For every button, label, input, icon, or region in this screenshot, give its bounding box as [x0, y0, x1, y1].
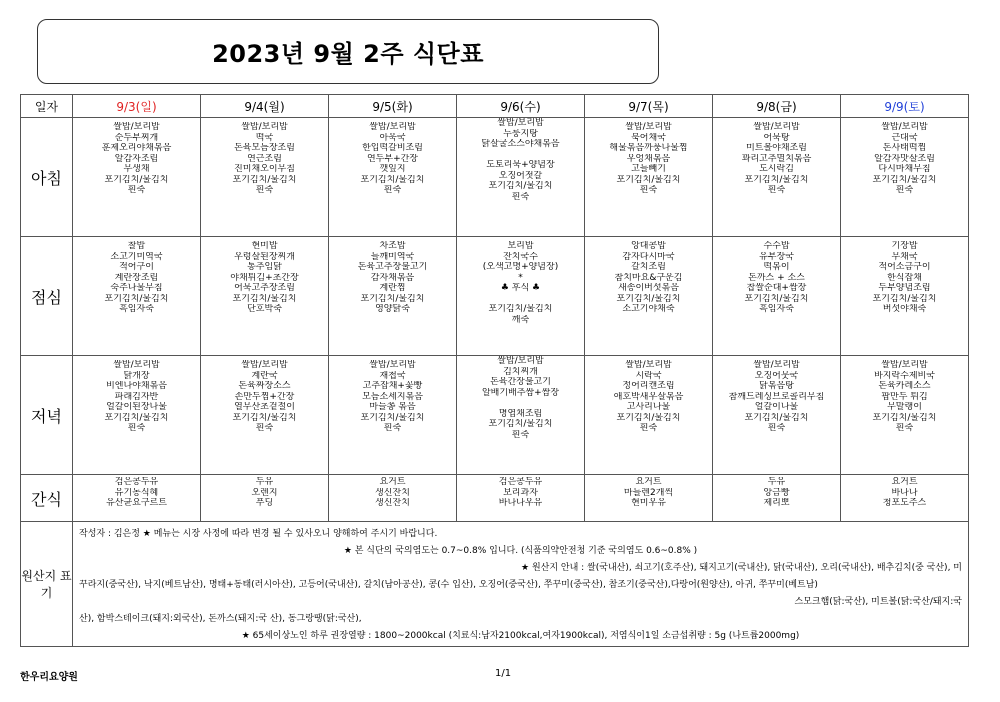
menu-cell: [841, 356, 969, 475]
menu-item: 감자채볶음: [370, 272, 415, 283]
menu-item: 쌀밥/보리밥: [241, 122, 288, 132]
menu-item: 검은콩두유: [498, 477, 543, 487]
menu-item: 포기김치/물김치: [744, 174, 809, 185]
origin-notes: [73, 522, 969, 647]
menu-item: 기장밥: [891, 241, 918, 251]
menu-item: 얼갈이나물: [754, 402, 799, 412]
menu-cell: [585, 356, 713, 475]
menu-table: [20, 94, 969, 647]
menu-item: 포기김치/물김치: [872, 293, 937, 304]
menu-item: 돈육짜장소스: [238, 381, 291, 391]
origin-lines: [79, 526, 962, 645]
menu-cell: [841, 237, 969, 356]
menu-cell: [201, 475, 329, 522]
menu-item: 근대국: [891, 132, 918, 143]
menu-item: 통추임닭: [247, 262, 282, 272]
menu-cell: [713, 118, 841, 237]
menu-cell: [329, 475, 457, 522]
menu-item: 오징어젓갈: [498, 170, 543, 181]
origin-line: ★ 65세이상노인 하루 권장열량 : 1800~2000kcal (치료식:남자2100kcal,여자1900kcal), 저염식이1일 소금섭취량 : 5g (나트륨2000mg): [241, 631, 800, 641]
menu-item: 김치찌개: [503, 366, 538, 377]
menu-item: 쌀밥/보리밥: [753, 360, 800, 370]
menu-item: 참깨드레싱브로콜리무침: [728, 391, 825, 402]
menu-item: 오렌지: [251, 487, 278, 498]
menu-item: 두유: [767, 477, 786, 487]
menu-item: 계란장조림: [114, 272, 159, 283]
menu-item: 재첩국: [379, 370, 406, 381]
menu-cell: [73, 118, 201, 237]
menu-item: 진미채오이무침: [234, 164, 295, 174]
menu-item: 제리뽀: [763, 498, 790, 508]
menu-item: 고사리나물: [626, 402, 671, 412]
menu-item: 포기김치/물김치: [872, 412, 937, 423]
menu-item: 고들빼기: [631, 164, 666, 174]
menu-item: 쌀밥/보리밥: [369, 360, 416, 370]
menu-item: 새송이버섯볶음: [618, 283, 679, 293]
menu-item: 흰죽: [383, 185, 402, 195]
menu-item: 요거트: [891, 477, 918, 487]
menu-item: 포기김치/물김치: [744, 293, 809, 304]
origin-line: 작성자 : 김은정 ★ 메뉴는 시장 사정에 따라 변경 될 수 있사오니 양해하여 주시기 바랍니다.: [79, 529, 438, 539]
menu-item: 돈육간장불고기: [490, 377, 551, 387]
menu-item: 바나나: [891, 487, 918, 498]
menu-cell: [585, 118, 713, 237]
menu-item: 흰죽: [639, 423, 658, 433]
menu-item: 현미우유: [631, 498, 666, 508]
menu-item: 한식잡채: [887, 272, 922, 283]
origin-line: ★ 원산지 안내 : 쌀(국내산), 쇠고기(호주산), 돼지고기(국내산), 닭(국내산), 오리(국내산), 배추김치(중 국산), 미: [521, 563, 962, 573]
menu-item: 계란찜: [379, 283, 406, 293]
menu-item: 무생채: [123, 164, 150, 174]
menu-cell: [713, 237, 841, 356]
menu-cell: [329, 356, 457, 475]
menu-item: 무채국: [891, 251, 918, 262]
menu-item: 포기김치/물김치: [744, 412, 809, 423]
menu-item: 요거트: [635, 477, 662, 487]
menu-item: 포기김치/물김치: [616, 293, 681, 304]
menu-item: 숙주나물무침: [110, 283, 163, 293]
menu-item: 떡국: [255, 132, 274, 143]
menu-item: 어묵탕: [763, 132, 790, 143]
menu-item: 단호박죽: [247, 304, 282, 314]
menu-item: 흰죽: [639, 185, 658, 195]
menu-item: 흰죽: [895, 185, 914, 195]
menu-item: 포기김치/물김치: [360, 412, 425, 423]
menu-item: [457, 294, 584, 305]
menu-item: 두부양념조림: [878, 283, 931, 293]
menu-item: *: [518, 272, 523, 283]
menu-item: 시락국: [635, 370, 662, 381]
meal-row: [21, 356, 969, 475]
menu-cell: [201, 237, 329, 356]
menu-item: 돈육카레소스: [878, 381, 931, 391]
menu-item: 잔치국수: [503, 251, 538, 262]
menu-item: 한입떡갈비조림: [362, 143, 423, 153]
origin-line: ★ 본 식단의 국의염도는 0.7~0.8% 입니다. (식품의약안전청 기준 국의염도 0.6~0.8% ): [343, 546, 698, 556]
menu-item: 연두부+간장: [366, 153, 418, 164]
menu-item: 아욱국: [379, 132, 406, 143]
menu-item: 열무산초겉절이: [234, 402, 295, 412]
menu-item: 깨죽: [511, 314, 530, 325]
menu-item: 돈사태떡찜: [882, 143, 927, 153]
menu-item: 흰죽: [127, 185, 146, 195]
menu-cell: [585, 237, 713, 356]
menu-item: 소고기야채죽: [622, 304, 675, 314]
footer-org: 한우리요양원: [20, 672, 78, 683]
day-header: 9/6(수): [457, 95, 585, 118]
menu-item: 흰죽: [767, 423, 786, 433]
menu-item: 포기김치/물김치: [488, 419, 553, 429]
menu-item: [457, 398, 584, 409]
menu-item: 비엔나야채볶음: [106, 381, 167, 391]
menu-item: 어묵고추장조림: [234, 283, 295, 293]
meal-label: 간식: [21, 475, 73, 522]
menu-item: 손만두찜+간장: [234, 391, 295, 402]
menu-item: 흰죽: [767, 185, 786, 195]
title-box: [37, 19, 659, 84]
menu-item: 생신잔치: [375, 498, 410, 508]
menu-cell: [841, 475, 969, 522]
menu-item: 감자다시마국: [622, 251, 675, 262]
menu-item: [457, 150, 584, 161]
menu-cell: [457, 475, 585, 522]
menu-item: 생신잔치: [375, 487, 410, 498]
menu-item: (오색고명+양념장): [482, 262, 559, 272]
menu-item: 흰죽: [255, 423, 274, 433]
menu-item: 계란국: [251, 370, 278, 381]
menu-item: 쌀밥/보리밥: [625, 360, 672, 370]
menu-item: 돈육고추장불고기: [357, 262, 428, 272]
meal-label: 저녁: [21, 356, 73, 475]
menu-item: 적어구이: [119, 262, 154, 272]
menu-item: 바나나우유: [498, 498, 543, 508]
menu-item: 쌀밥/보리밥: [497, 118, 544, 128]
day-header: 9/4(월): [201, 95, 329, 118]
menu-item: 포기김치/물김치: [616, 412, 681, 423]
menu-item: 닭개장: [123, 370, 150, 381]
origin-line: 꾸라지(중국산), 낙지(베트남산), 명태+동태(러시아산), 고등어(국내산), 갈치(남아공산), 콩(수 입산), 오징어(중국산), 쭈꾸미(중국산), 참조기(중국산),다랑어(원양산), 아귀, 쭈꾸미(베트남): [79, 580, 818, 590]
menu-item: 쌀밥/보리밥: [113, 122, 160, 132]
menu-item: 보리과자: [503, 487, 538, 498]
menu-item: 무말랭이: [887, 402, 922, 412]
menu-item: 쌀밥/보리밥: [753, 122, 800, 132]
menu-cell: [201, 356, 329, 475]
menu-item: 포기김치/물김치: [488, 181, 553, 191]
menu-item: 도토리묵+양념장: [486, 160, 555, 170]
menu-item: 흰죽: [511, 429, 530, 440]
menu-item: 정어리캔조림: [622, 381, 675, 391]
menu-item: 떡볶이: [763, 262, 790, 272]
meal-rows: [21, 118, 969, 522]
menu-item: 알배기배추쌈+쌈장: [481, 387, 560, 398]
menu-item: 유부장국: [759, 251, 794, 262]
menu-item: 우렁살된장찌개: [234, 251, 295, 262]
page-number: 1/1: [495, 668, 512, 679]
menu-item: 돈까스 + 소스: [748, 272, 805, 283]
menu-item: 미트볼야채조림: [746, 143, 807, 153]
menu-cell: [713, 475, 841, 522]
menu-item: 꽈리고추멸치볶음: [741, 153, 812, 164]
menu-item: 들깨미역국: [370, 251, 415, 262]
menu-item: 앙대콩밥: [631, 241, 666, 251]
menu-item: 포기김치/물김치: [104, 412, 169, 423]
menu-item: 도시락김: [759, 164, 794, 174]
menu-item: 유기농식혜: [114, 487, 159, 498]
menu-item: 찹쌀순대+쌈장: [746, 283, 807, 293]
origin-line: 스모크햄(닭:국산), 미트볼(닭:국산/돼지:국: [794, 597, 962, 607]
menu-item: 북어채국: [631, 132, 666, 143]
menu-item: 앙금빵: [763, 487, 790, 498]
menu-item: 훈제오리야채볶음: [101, 143, 172, 153]
menu-item: 알감자조림: [114, 153, 159, 164]
menu-item: 수수밥: [763, 241, 790, 251]
menu-item: 애호박새우살볶음: [613, 391, 684, 402]
menu-item: 해물볶음까풍나물찜: [609, 143, 688, 153]
meal-row: [21, 237, 969, 356]
origin-row: [21, 522, 969, 647]
menu-item: 닭볶음탕: [759, 381, 794, 391]
menu-item: 쌀밥/보리밥: [241, 360, 288, 370]
menu-item: 소고기미역국: [110, 251, 163, 262]
menu-cell: [73, 237, 201, 356]
menu-item: 영양닭죽: [375, 304, 410, 314]
menu-item: 모듬소세지볶음: [362, 391, 423, 402]
menu-item: 두유: [255, 477, 274, 487]
day-header: 9/5(화): [329, 95, 457, 118]
menu-item: 요거트: [379, 477, 406, 487]
menu-cell: [457, 237, 585, 356]
menu-item: 닭살굴소스야채볶음: [481, 139, 560, 149]
menu-item: 포기김치/물김치: [488, 304, 553, 314]
day-header: 9/8(금): [713, 95, 841, 118]
menu-item: 현미밥: [251, 241, 278, 251]
menu-cell: [329, 118, 457, 237]
menu-item: 바지락수제비국: [874, 370, 935, 381]
menu-item: 청포도주스: [882, 498, 927, 508]
header-row: [21, 95, 969, 118]
menu-item: 버섯야채죽: [882, 304, 927, 314]
menu-item: 오징어뭇국: [754, 370, 799, 381]
origin-label: 원산지 표기: [21, 522, 73, 647]
menu-cell: [73, 356, 201, 475]
menu-item: 팝만두 튀김: [881, 391, 928, 402]
menu-item: 유산균요구르트: [106, 498, 167, 508]
menu-item: 포기김치/물김치: [360, 174, 425, 185]
menu-item: ♣ 후식 ♣: [500, 283, 541, 293]
menu-item: 연근조림: [247, 153, 282, 164]
menu-item: 푸딩: [255, 498, 274, 508]
menu-item: 흰죽: [383, 423, 402, 433]
menu-item: 야채튀김+초간장: [230, 272, 299, 283]
menu-item: 쌀밥/보리밥: [881, 122, 928, 132]
origin-line: 산), 함박스테이크(돼지:외국산), 돈까스(돼지:국 산), 동그랑땡(닭:국산),: [79, 614, 362, 624]
menu-item: 누룽지탕: [503, 128, 538, 139]
menu-item: 쌀밥/보리밥: [625, 122, 672, 132]
menu-cell: [457, 118, 585, 237]
menu-item: 고추잡채+꽃빵: [362, 381, 423, 391]
menu-item: 흑임자죽: [119, 304, 154, 314]
menu-item: 다시마채무침: [878, 164, 931, 174]
menu-cell: [457, 356, 585, 475]
menu-item: 흑임자죽: [759, 304, 794, 314]
menu-cell: [201, 118, 329, 237]
menu-item: 포기김치/물김치: [872, 174, 937, 185]
menu-item: 포기김치/물김치: [232, 174, 297, 185]
menu-item: 검은콩두유: [114, 477, 159, 487]
menu-cell: [329, 237, 457, 356]
menu-item: 차조밥: [379, 241, 406, 251]
menu-item: 포기김치/물김치: [232, 412, 297, 423]
menu-item: 깻잎지: [379, 164, 406, 174]
menu-item: 포기김치/물김치: [232, 293, 297, 304]
menu-item: 돈육모듬장조림: [234, 143, 295, 153]
day-header: 9/9(토): [841, 95, 969, 118]
menu-item: 마들렌2개씩: [623, 487, 674, 498]
date-label: 일자: [21, 95, 73, 118]
menu-item: 마늘쫑 볶음: [369, 402, 416, 412]
page-title: 2023년 9월 2주 식단표: [212, 40, 484, 68]
menu-item: 우엉채볶음: [626, 153, 671, 164]
menu-cell: [713, 356, 841, 475]
menu-item: 파래김자반: [114, 391, 159, 402]
menu-item: 흰죽: [895, 423, 914, 433]
menu-item: 명엽채조림: [498, 408, 543, 419]
day-header: 9/7(목): [585, 95, 713, 118]
menu-item: 갈치조림: [631, 262, 666, 272]
menu-item: 얼갈이된장나물: [106, 402, 167, 412]
menu-item: 적어소금구이: [878, 262, 931, 272]
menu-item: 포기김치/물김치: [104, 293, 169, 304]
meal-label: 아침: [21, 118, 73, 237]
menu-cell: [585, 475, 713, 522]
menu-item: 흰죽: [255, 185, 274, 195]
menu-item: 포기김치/물김치: [616, 174, 681, 185]
menu-item: 흰죽: [511, 191, 530, 202]
menu-item: 순두부찌개: [114, 132, 159, 143]
menu-item: 쌀밥/보리밥: [369, 122, 416, 132]
meal-row: [21, 475, 969, 522]
menu-item: 쌀밥/보리밥: [497, 356, 544, 366]
menu-item: 찰밥: [127, 241, 146, 251]
menu-item: 보리밥: [507, 241, 534, 251]
menu-item: 알감자맛살조림: [874, 153, 935, 164]
menu-item: 쌀밥/보리밥: [881, 360, 928, 370]
menu-item: 흰죽: [127, 423, 146, 433]
menu-cell: [841, 118, 969, 237]
menu-item: 쌀밥/보리밥: [113, 360, 160, 370]
menu-item: 포기김치/물김치: [360, 293, 425, 304]
menu-cell: [73, 475, 201, 522]
day-header: 9/3(일): [73, 95, 201, 118]
menu-item: 참치마요&구운김: [614, 272, 683, 283]
meal-row: [21, 118, 969, 237]
menu-item: 포기김치/물김치: [104, 174, 169, 185]
meal-label: 점심: [21, 237, 73, 356]
